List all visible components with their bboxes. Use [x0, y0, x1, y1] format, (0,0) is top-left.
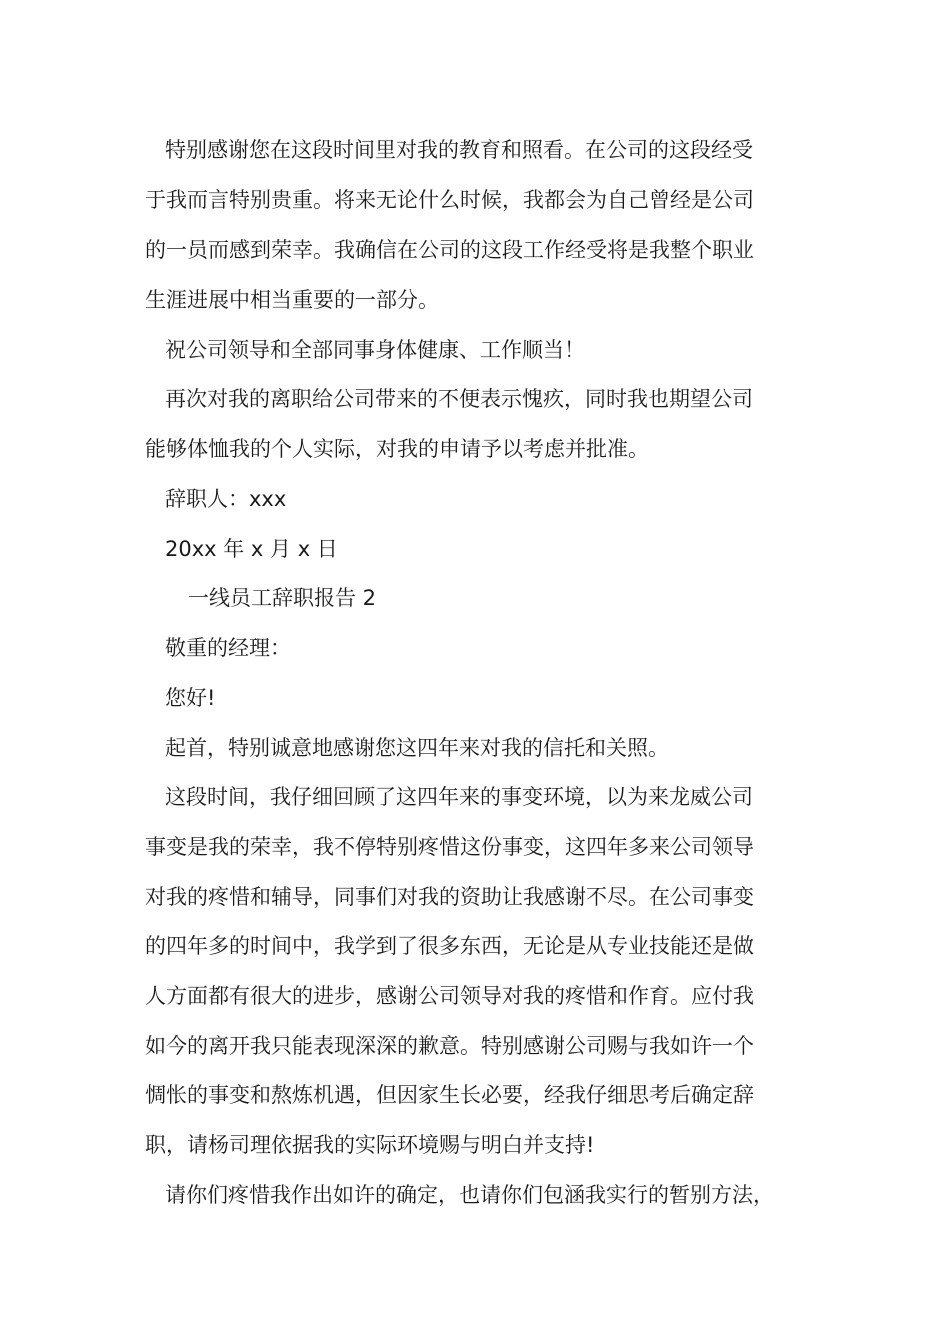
signature-line: 辞职人：xxx: [165, 487, 287, 511]
paragraph-line: 再次对我的离职给公司带来的不便表示愧疚，同时我也期望公司: [165, 387, 753, 411]
section-title: 一线员工辞职报告 2: [188, 586, 377, 610]
date-line: 20xx 年 x 月 x 日: [165, 537, 338, 561]
paragraph-line: 的四年多的时间中，我学到了很多东西，无论是从专业技能还是做: [145, 934, 754, 958]
paragraph-line: 生涯进展中相当重要的一部分。: [145, 288, 439, 312]
paragraph-line: 职，请杨司理依据我的实际环境赐与明白并支持!: [145, 1133, 595, 1157]
paragraph-line: 祝公司领导和全部同事身体健康、工作顺当！: [165, 338, 585, 362]
paragraph-line: 对我的疼惜和辅导，同事们对我的资助让我感谢不尽。在公司事变: [145, 885, 754, 909]
paragraph-line: 能够体恤我的个人实际，对我的申请予以考虑并批准。: [145, 437, 649, 461]
paragraph-line: 于我而言特别贵重。将来无论什么时候，我都会为自己曾经是公司: [145, 188, 754, 212]
paragraph-line: 的一员而感到荣幸。我确信在公司的这段工作经受将是我整个职业: [145, 238, 754, 262]
greeting: 您好!: [165, 686, 216, 710]
paragraph-line: 人方面都有很大的进步，感谢公司领导对我的疼惜和作育。应付我: [145, 984, 754, 1008]
paragraph-line: 起首，特别诚意地感谢您这四年来对我的信托和关照。: [165, 736, 669, 760]
paragraph-line: 这段时间，我仔细回顾了这四年来的事变环境，以为来龙威公司: [165, 785, 753, 809]
paragraph-line: 请你们疼惜我作出如许的确定，也请你们包涵我实行的暂别方法，: [165, 1183, 774, 1207]
paragraph-line: 特别感谢您在这段时间里对我的教育和照看。在公司的这段经受: [165, 138, 753, 162]
paragraph-line: 事变是我的荣幸，我不停特别疼惜这份事变，这四年多来公司领导: [145, 835, 754, 859]
paragraph-line: 如今的离开我只能表现深深的歉意。特别感谢公司赐与我如许一个: [145, 1034, 754, 1058]
paragraph-line: 惆怅的事变和熬炼机遇，但因家生长必要，经我仔细思考后确定辞: [145, 1083, 754, 1107]
salutation: 敬重的经理：: [165, 636, 291, 660]
